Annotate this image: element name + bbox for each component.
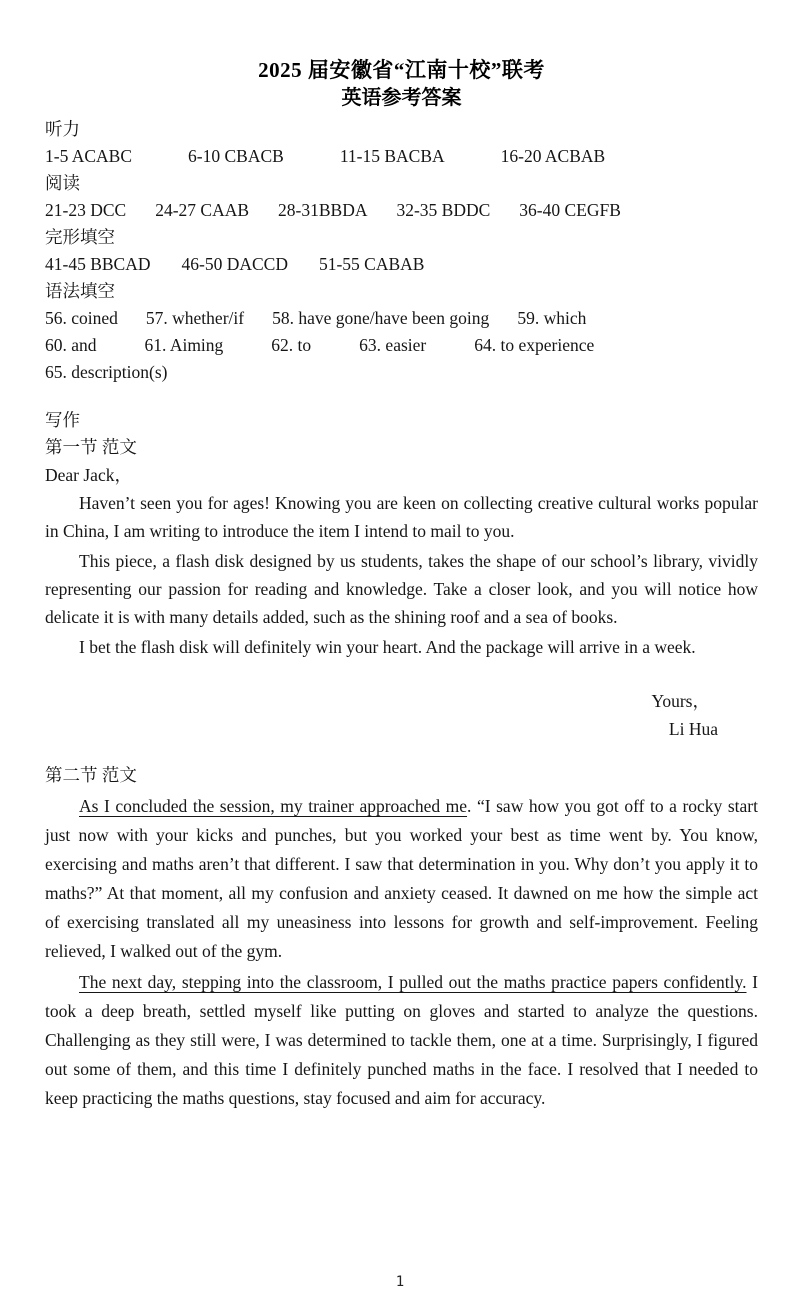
document-subtitle: 英语参考答案 [341, 87, 462, 109]
section1-heading: 第一节 范文 [45, 437, 137, 457]
answer-group: 36-40 CEGFB [519, 200, 621, 220]
answer-group: 1-5 ACABC [45, 146, 133, 166]
underlined-topic-sentence: The next day, stepping into the classroom, I pulled out the maths practice papers confidently. [79, 972, 747, 992]
answer-group: 6-10 CBACB [188, 146, 284, 166]
answer-item: 65. description(s) [45, 362, 168, 382]
section-heading-reading: 阅读 [45, 173, 80, 193]
answer-group: 24-27 CAAB [155, 200, 250, 220]
essay-1-signature: Li Hua [668, 719, 718, 739]
page-number: 1 [395, 1274, 405, 1290]
section-heading-cloze: 完形填空 [45, 227, 115, 247]
answer-group: 11-15 BACBA [339, 146, 445, 166]
listening-answer-row [45, 143, 758, 170]
answer-item: 57. whether/if [145, 308, 245, 328]
answer-item: 60. and [45, 335, 97, 355]
section-heading-writing: 写作 [45, 410, 80, 430]
section2-heading: 第二节 范文 [45, 765, 137, 785]
essay-1 [45, 461, 758, 743]
essay-2-paragraph [45, 792, 758, 966]
answer-group: 51-55 CABAB [318, 254, 425, 274]
grammar-answer-row-1 [45, 305, 758, 332]
section-heading-listening: 听力 [45, 119, 80, 139]
answer-item: 63. easier [359, 335, 427, 355]
essay-1-paragraph: This piece, a flash disk designed by us students, takes the shape of our school’s library, vividly representing our passion for reading and knowledge. Take a closer look, and you will notice how delicate it is with many details added, such as the shining roof and a sea of books. [45, 551, 758, 627]
paragraph-text: . “I saw how you got off to a rocky start just now with your kicks and punches, but you worked your best as time went by. You know, exercising and maths aren’t that different. I saw that determination in you. Why don’t you apply it to maths?” At that moment, all my confusion and anxiety ceased. It dawned on me how the simple act of exercising translated all my uneasiness into lessons for growth and self-improvement. Feeling relieved, I walked out of the gym. [45, 796, 758, 961]
underlined-topic-sentence: As I concluded the session, my trainer approached me [79, 796, 468, 816]
answer-item: 62. to [271, 335, 312, 355]
essay-1-paragraph: Haven’t seen you for ages! Knowing you are keen on collecting creative cultural works popular in China, I am writing to introduce the item I intend to mail to you. [45, 493, 758, 541]
answer-item: 56. coined [45, 308, 118, 328]
answer-item: 58. have gone/have been going [272, 308, 490, 328]
answer-item: 59. which [517, 308, 587, 328]
answer-group: 41-45 BBCAD [45, 254, 151, 274]
answer-item: 64. to experience [474, 335, 595, 355]
essay-1-salutation: Dear Jack， [45, 465, 132, 485]
essay-1-paragraph: I bet the flash disk will definitely win your heart. And the package will arrive in a week. [79, 637, 696, 657]
grammar-answer-row-2 [45, 332, 758, 359]
answer-group: 46-50 DACCD [181, 254, 288, 274]
essay-2-paragraph [45, 968, 758, 1113]
answer-group: 21-23 DCC [45, 200, 127, 220]
answer-item: 61. Aiming [144, 335, 224, 355]
essay-2 [45, 792, 758, 1113]
answer-group: 28-31BBDA [278, 200, 368, 220]
grammar-answer-row-3 [45, 359, 758, 386]
reading-answer-row [45, 197, 758, 224]
paragraph-text: I took a deep breath, settled myself like putting on gloves and started to analyze the questions. Challenging as they still were, I was determined to tackle them, one at a time. Surprisingly, I figured out some of them, and this time I definitely punched maths in the face. I resolved that I needed to keep practicing the maths questions, stay focused and aim for accuracy. [45, 972, 758, 1108]
document-title: 2025 届安徽省“江南十校”联考 [258, 58, 545, 82]
answer-key-block [45, 116, 758, 386]
cloze-answer-row [45, 251, 758, 278]
answer-group: 16-20 ACBAB [500, 146, 606, 166]
answer-group: 32-35 BDDC [396, 200, 491, 220]
essay-1-closing: Yours， [651, 691, 710, 711]
section-heading-grammar: 语法填空 [45, 281, 115, 301]
